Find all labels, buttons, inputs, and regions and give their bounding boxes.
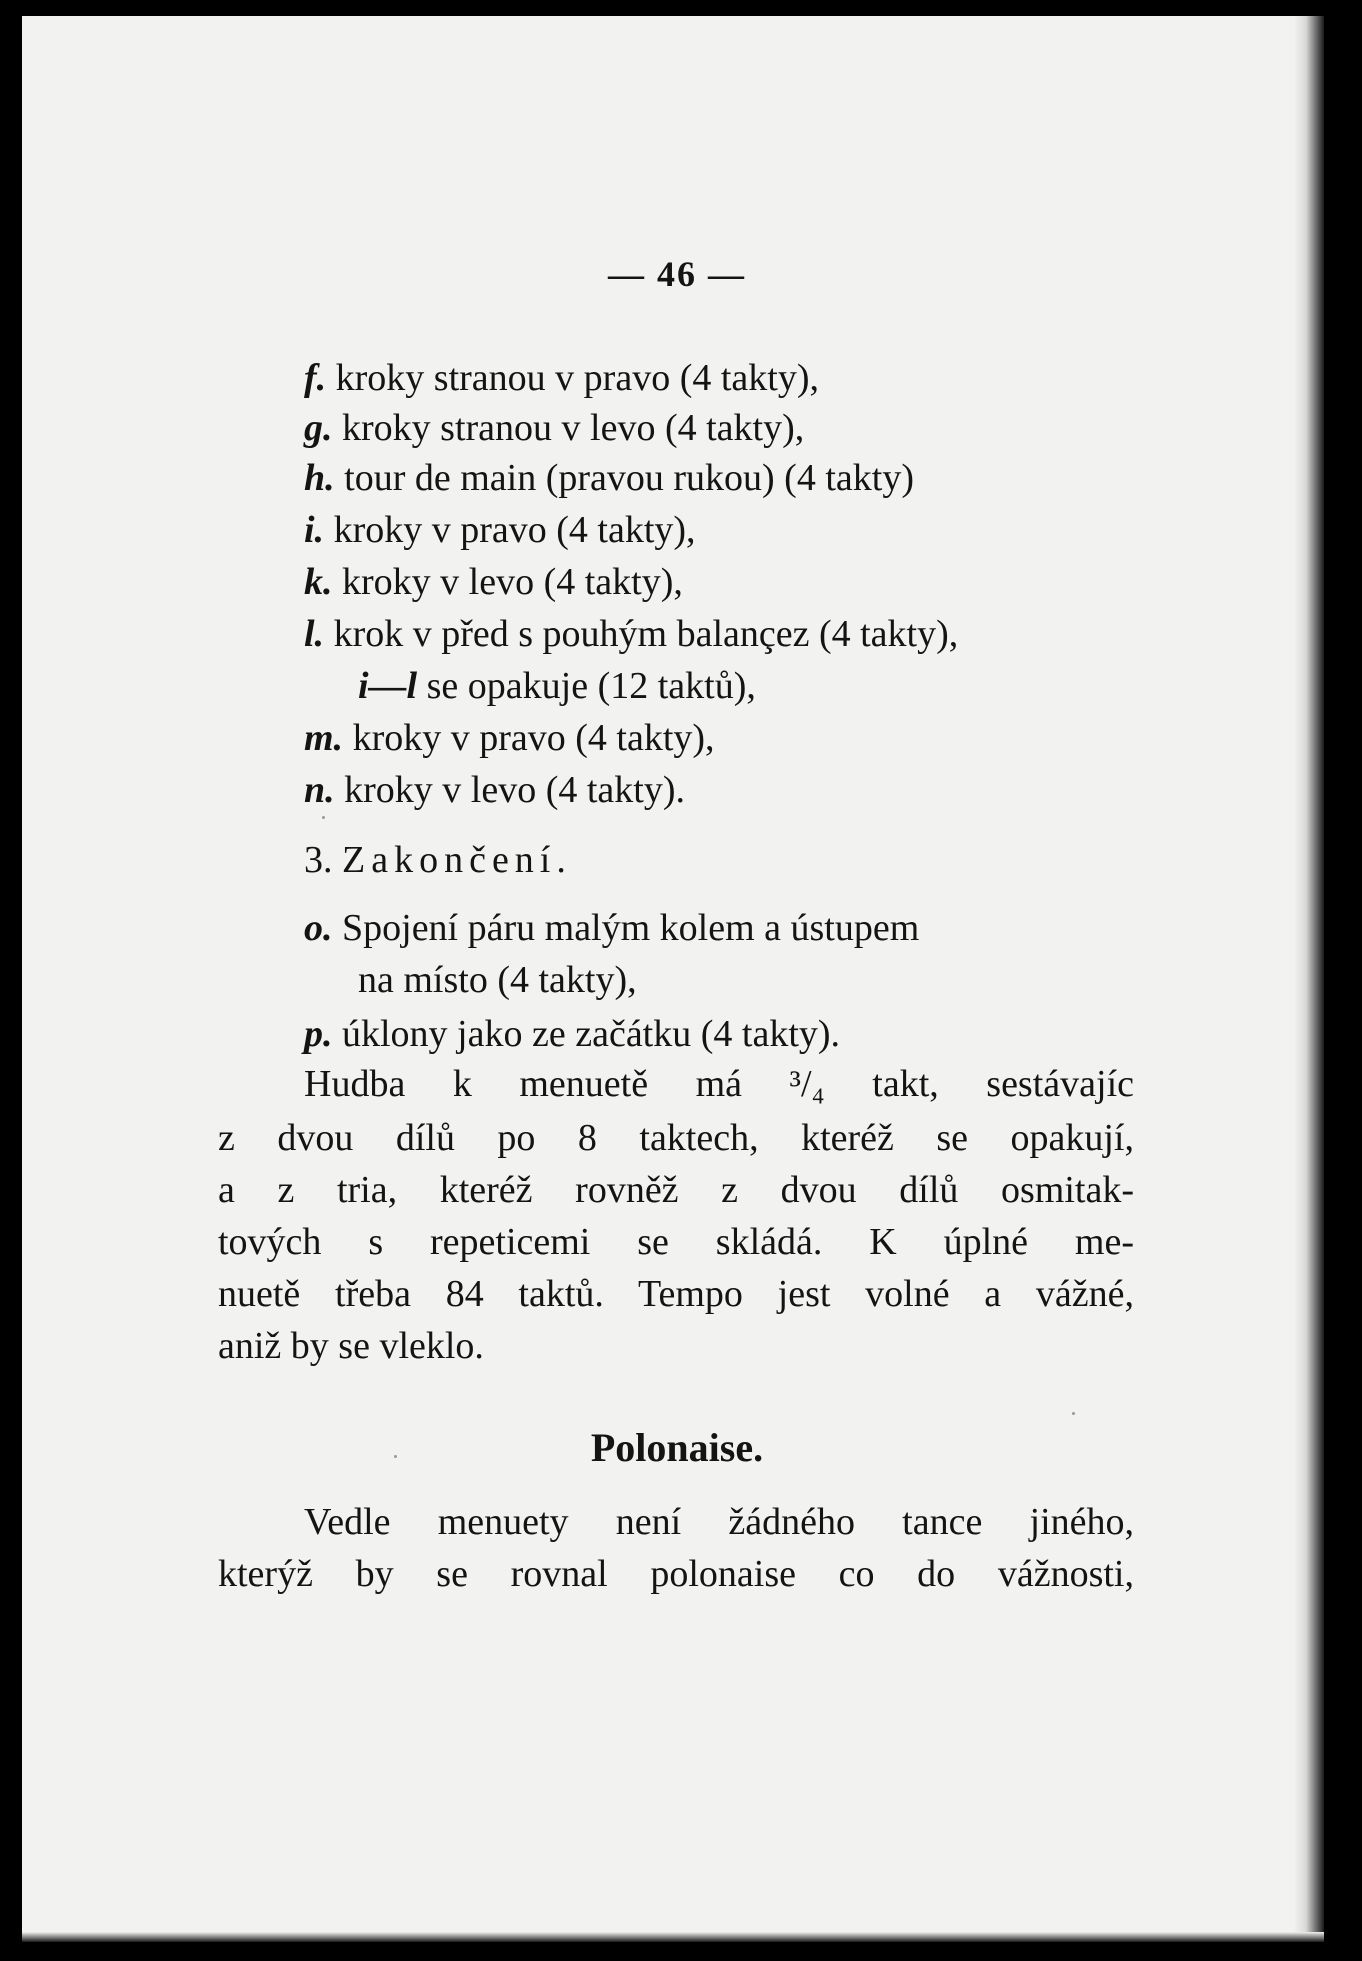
page-number: — 46 —: [608, 254, 746, 294]
step-p: [304, 1012, 840, 1056]
step-g: [304, 406, 804, 450]
step-text: úklony jako ze začátku (4 takty).: [342, 1013, 841, 1055]
paragraph-line: aniž by se vleklo.: [218, 1325, 484, 1367]
scan-speck: [322, 816, 325, 819]
paragraph-line: tových s repeticemi se skládá. K úplné me-: [218, 1221, 1134, 1263]
paragraph-line: z dvou dílů po 8 taktech, kteréž se opakují,: [218, 1117, 1134, 1159]
step-o-continuation: [358, 958, 637, 1002]
step-n: [304, 768, 685, 812]
paragraph-line: kterýž by se rovnal polonaise co do vážnosti,: [218, 1553, 1134, 1595]
step-label: g.: [304, 407, 333, 449]
step-text: Spojení páru malým kolem a ústupem: [342, 907, 920, 949]
page-edge-shadow: [1294, 16, 1324, 1942]
step-f: [304, 356, 819, 400]
step-m: [304, 716, 715, 760]
paragraph-line: Hudba k menuetě má ³/₄ takt, sestávajíc: [304, 1063, 1134, 1105]
section-number: 3.: [304, 839, 333, 881]
book-page: [22, 16, 1324, 1942]
step-i: [304, 508, 696, 552]
step-text: kroky v pravo (4 takty),: [352, 717, 715, 759]
paragraph-line: a z tria, kteréž rovněž z dvou dílů osmitak-: [218, 1169, 1134, 1211]
section-title-polonaise: Polonaise.: [590, 1425, 764, 1470]
paragraph-line: nuetě třeba 84 taktů. Tempo jest volné a vážné,: [218, 1273, 1134, 1315]
step-label: f.: [304, 357, 327, 399]
step-text: kroky stranou v pravo (4 takty),: [335, 357, 819, 399]
step-text: kroky v levo (4 takty),: [342, 561, 683, 603]
repeat-line: [358, 664, 756, 708]
step-l: [304, 612, 958, 656]
step-label: l.: [304, 613, 325, 655]
step-label: h.: [304, 457, 335, 499]
repeat-text: se opakuje (12 taktů),: [426, 665, 756, 707]
step-label: k.: [304, 561, 333, 603]
step-label: o.: [304, 907, 333, 949]
step-label: n.: [304, 769, 335, 811]
step-text: kroky v pravo (4 takty),: [333, 509, 696, 551]
section-heading: [304, 838, 572, 882]
step-text: krok v před s pouhým balançez (4 takty),: [333, 613, 959, 655]
step-o: [304, 906, 919, 950]
step-k: [304, 560, 683, 604]
paragraph-line: Vedle menuety není žádného tance jiného,: [304, 1501, 1134, 1543]
section-title: Zakončení.: [342, 839, 572, 881]
page-bottom-shadow: [22, 1932, 1324, 1942]
step-h: [304, 456, 914, 500]
step-text: na místo (4 takty),: [358, 959, 637, 1001]
scan-speck: [1072, 1412, 1075, 1415]
step-label: i.: [304, 509, 325, 551]
repeat-label: i—l: [358, 665, 418, 707]
step-text: kroky v levo (4 takty).: [344, 769, 686, 811]
step-text: kroky stranou v levo (4 takty),: [342, 407, 805, 449]
step-text: tour de main (pravou rukou) (4 takty): [344, 457, 914, 499]
step-label: m.: [304, 717, 344, 759]
step-label: p.: [304, 1013, 333, 1055]
